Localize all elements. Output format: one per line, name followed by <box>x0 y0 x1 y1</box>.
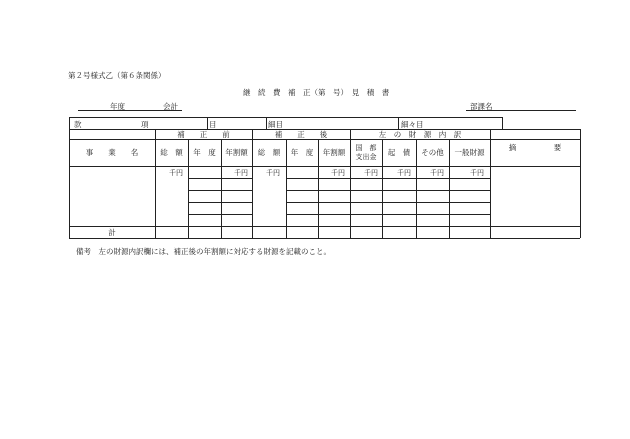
kan-label: 款 <box>74 120 82 129</box>
nendo-go-header: 年 度 <box>290 148 314 157</box>
unit-sougaku-mae: 千円 <box>169 169 183 177</box>
form-label: 第２号様式乙（第６条関係） <box>68 71 166 80</box>
unit-nenwari-mae: 千円 <box>234 169 248 177</box>
kou-label: 項 <box>141 120 149 129</box>
saisaimoku-label: 細々目 <box>401 120 424 129</box>
ippan-header: 一般財源 <box>454 148 485 157</box>
tekiyou-header: 摘 要 <box>508 143 562 152</box>
sougaku-mae-header: 総 額 <box>160 148 183 157</box>
moku-label: 目 <box>209 120 217 129</box>
bukamei-underline <box>466 110 576 111</box>
document-title: 継 続 費 補 正（第 号） 見 積 書 <box>243 88 390 97</box>
sougaku-go-header: 総 額 <box>257 148 281 157</box>
unit-sougaku-go: 千円 <box>266 169 280 177</box>
hosei-go-header: 補 正 後 <box>274 129 328 139</box>
bukamei-label: 部課名 <box>470 102 493 111</box>
kokuto-header <box>350 139 382 166</box>
kisai-header: 起 債 <box>387 148 411 157</box>
jigyoumei-header: 事 業 名 <box>85 148 139 157</box>
unit-ippan: 千円 <box>470 169 484 177</box>
total-label: 計 <box>108 227 116 237</box>
unit-kokuto: 千円 <box>364 169 378 177</box>
sonota-header: その他 <box>421 148 444 157</box>
unit-nenwari-go: 千円 <box>331 169 345 177</box>
unit-sonota: 千円 <box>430 169 444 177</box>
kokuto-line2: 支出金 <box>355 152 377 161</box>
nenwari-mae-header: 年割額 <box>225 148 248 157</box>
nendo-underline <box>78 110 182 111</box>
nendo-mae-header: 年 度 <box>193 148 216 157</box>
hosei-mae-header: 補 正 前 <box>177 129 230 139</box>
kaikei-label: 会計 <box>163 102 178 111</box>
note-text: 備考 左の財源内訳欄には、補正後の年割額に対応する財源を記載のこと。 <box>76 247 331 256</box>
kokuto-line1: 国 都 <box>355 143 377 152</box>
unit-kisai: 千円 <box>397 169 411 177</box>
setsu-label: 細目 <box>268 120 283 129</box>
nenwari-go-header: 年割額 <box>322 148 346 157</box>
nendo-label: 年度 <box>110 102 125 111</box>
zaigen-header: 左 の 財 源 内 訳 <box>378 129 462 139</box>
